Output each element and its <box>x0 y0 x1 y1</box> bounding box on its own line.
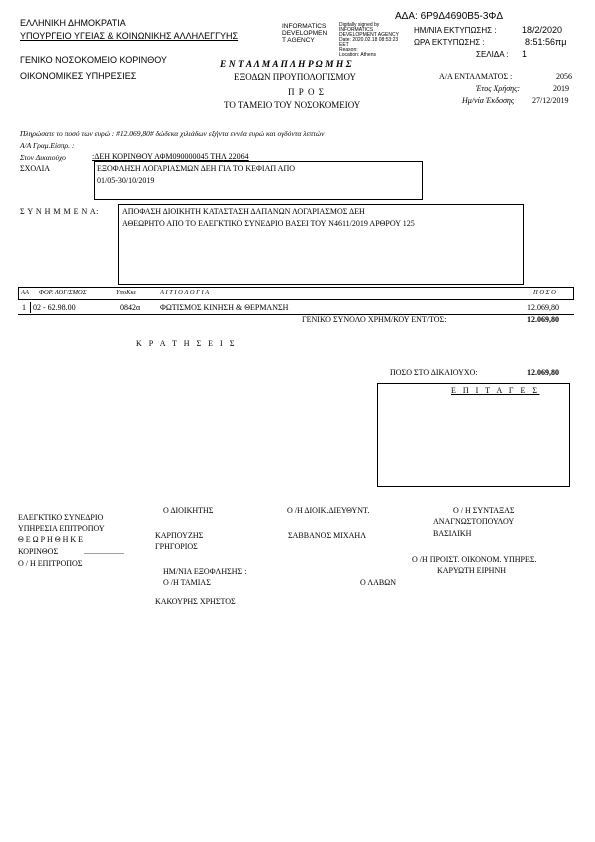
signature-detail-5: Reason: <box>339 47 358 53</box>
composer-name-line2: ΒΑΣΙΛΙΚΗ <box>433 529 472 538</box>
warrant-number-label: Α/Α ΕΝΤΑΛΜΑΤΟΣ : <box>439 72 513 81</box>
audit-line5: Ο / Η ΕΠΙΤΡΟΠΟΣ <box>18 559 83 568</box>
total-label: ΓΕΝΙΚΟ ΣΥΝΟΛΟ ΧΡΗΜ/ΚΟΥ ΕΝΤ/ΤΟΣ: <box>302 315 447 324</box>
republic-heading: ΕΛΛΗΝΙΚΗ ΔΗΜΟΚΡΑΤΙΑ <box>20 18 126 28</box>
digital-signature-stamp <box>282 23 327 44</box>
page-label: ΣΕΛΙΔΑ : <box>476 50 509 59</box>
signature-detail-4: EET <box>339 42 349 48</box>
amount-in-words: Πληρώσατε το ποσό των ευρώ : #12.069,80# δώδεκα χιλιάδων εξήντα εννέα ευρώ και ογδόντα λεπτών <box>20 129 325 138</box>
signature-detail-3: Date: 2020.02.18 08:53:23 <box>339 37 399 43</box>
econ-services-name: ΚΑΡΥΩΤΗ ΕΙΡΗΝΗ <box>437 566 507 575</box>
director-title: Ο ΔΙΟΙΚΗΤΗΣ <box>163 506 214 515</box>
receipt-number-label: Α/Α Γραμ.Είσπρ. : <box>20 141 75 150</box>
signature-detail-0: Digitally signed by <box>339 22 380 28</box>
composer-name-line1: ΑΝΑΓΝΩΣΤΟΠΟΥΛΟΥ <box>433 517 515 526</box>
recipient-line: ΤΟ ΤΑΜΕΙΟ ΤΟΥ ΝΟΣΟΚΟΜΕΙΟΥ <box>224 100 361 110</box>
admin-director-name: ΣΑΒΒΑΝΟΣ ΜΙΧΑΗΛ <box>288 531 367 540</box>
print-time-value: 8:51:56πμ <box>525 37 567 47</box>
audit-line4: ΚΟΡΙΝΘΟΣ <box>18 547 59 556</box>
attachments-line2: ΑΘΕΩΡΗΤΟ ΑΠΟ ΤΟ ΕΛΕΓΚΤΙΚΟ ΣΥΝΕΔΡΙΟ ΒΑΣΕΙ ΤΟΥ Ν4611/2019 ΑΡΘΡΟΥ 125 <box>122 219 415 228</box>
row-separator <box>30 302 31 313</box>
beneficiary-label: Στον Δικαιούχο <box>20 153 66 162</box>
comments-line1: ΕΞΟΦΛΗΣΗ ΛΟΓΑΡΙΑΣΜΩΝ ΔΕΗ ΓΙΑ ΤΟ ΚΕΦΙΑΠ ΑΠΟ <box>97 164 296 173</box>
row-amount: 12.069,80 <box>527 303 559 312</box>
document-title: Ε Ν Τ Α Λ Μ Α Π Λ Η Ρ Ω Μ Η Σ <box>220 60 352 70</box>
total-value: 12.069,80 <box>527 315 559 324</box>
signature-detail-1: INFORMATICS <box>339 27 374 33</box>
print-date-value: 18/2/2020 <box>522 25 563 35</box>
director-name-line2: ΓΡΗΓΟΡΙΟΣ <box>155 542 198 551</box>
audit-line3: Θ Ε Ω Ρ Η Θ Η Κ Ε <box>18 535 84 544</box>
net-amount-label: ΠΟΣΟ ΣΤΟ ΔΙΚΑΙΟΥΧΟ: <box>390 368 478 377</box>
print-date-label: ΗΜ/ΝΙΑ ΕΚΤΥΠΩΣΗΣ : <box>414 26 497 35</box>
receiver-title: Ο ΛΑΒΩΝ <box>360 578 396 587</box>
services-name: ΟΙΚΟΝΟΜΙΚΕΣ ΥΠΗΡΕΣΙΕΣ <box>20 71 137 81</box>
attachments-box <box>118 204 524 285</box>
signature-org-line1: INFORMATICS <box>282 23 327 30</box>
net-amount-value: 12.069,80 <box>527 368 559 377</box>
audit-line1: ΕΛΕΓΚΤΙΚΟ ΣΥΝΕΔΡΙΟ <box>18 513 104 522</box>
audit-dots: .................... <box>84 547 124 556</box>
digital-signature-details <box>339 23 399 58</box>
deductions-label: Κ Ρ Α Τ Η Σ Ε Ι Σ <box>136 339 237 348</box>
fiscal-year-value: 2019 <box>553 84 569 93</box>
settlement-date-label: ΗΜ/ΝΙΑ ΕΞΟΦΛΗΣΗΣ : <box>163 567 247 576</box>
row-account: 02 - 62.98.00 <box>33 303 76 312</box>
row-aa: 1 <box>22 303 26 312</box>
econ-services-title: Ο /Η ΠΡΟΙΣΤ. ΟΙΚΟΝΟΜ. ΥΠΗΡΕΣ. <box>412 555 537 564</box>
admin-director-title: Ο /Η ΔΙΟΙΚ.ΔΙΕΥΘΥΝΤ. <box>287 506 370 515</box>
issue-date-label: Ημ/νία Έκδοσης <box>462 96 515 105</box>
checks-label: Ε Π Ι Τ Α Γ Ε Σ <box>451 386 540 395</box>
issue-date-value: 27/12/2019 <box>532 96 569 105</box>
comments-label: ΣΧΟΛΙΑ <box>20 164 51 173</box>
ada-code: ΑΔΑ: 6Ρ9Δ4690Β5-3ΦΔ <box>395 11 504 22</box>
fiscal-year-label: Έτος Χρήσης: <box>476 84 521 93</box>
checks-box <box>377 383 570 487</box>
warrant-number-value: 2056 <box>556 72 572 81</box>
audit-line2: ΥΠΗΡΕΣΙΑ ΕΠΙΤΡΟΠΟΥ <box>18 524 105 533</box>
signature-detail-2: DEVELOPMENT AGENCY <box>339 32 399 38</box>
ministry-heading: ΥΠΟΥΡΓΕΙΟ ΥΓΕΙΑΣ & ΚΟΙΝΩΝΙΚΗΣ ΑΛΛΗΛΕΓΓΥΗΣ <box>20 31 239 41</box>
table-header-box <box>18 287 574 300</box>
cashier-title: Ο /Η ΤΑΜΙΑΣ <box>163 578 211 587</box>
attachments-line1: ΑΠΟΦΑΣΗ ΔΙΟΙΚΗΤΗ ΚΑΤΑΣΤΑΣΗ ΔΑΠΑΝΩΝ ΛΟΓΑΡΙΑΣΜΟΣ ΔΕΗ <box>122 207 365 216</box>
col-account-header: ΦΟΡ. ΛΟΓ/ΣΜΟΣ <box>39 289 87 296</box>
hospital-name: ΓΕΝΙΚΟ ΝΟΣΟΚΟΜΕΙΟ ΚΟΡΙΝΘΟΥ <box>20 55 167 65</box>
composer-title: Ο / Η ΣΥΝΤΑΞΑΣ <box>453 506 515 515</box>
signature-detail-6: Location: Athens <box>339 52 376 58</box>
document-subtitle: ΕΞΟΔΩΝ ΠΡΟΥΠΟΛΟΓΙΣΜΟΥ <box>234 72 357 82</box>
table-bottom-line <box>18 314 574 315</box>
pros-label: Π Ρ Ο Σ <box>288 87 325 97</box>
comments-line2: 01/05-30/10/2019 <box>97 176 155 185</box>
cashier-name: ΚΑΚΟΥΡΗΣ ΧΡΗΣΤΟΣ <box>155 597 236 606</box>
col-aa-header: ΑΑ <box>21 289 29 296</box>
signature-org-line3: T AGENCY <box>282 37 315 44</box>
col-reason-header: Α Ι Τ Ι Ο Λ Ο Γ Ι Α <box>160 289 210 296</box>
page-number: 1 <box>522 49 528 59</box>
col-code-header: ΥποΚκε <box>116 289 137 296</box>
col-amount-header: Π Ο Σ Ο <box>533 289 556 296</box>
print-time-label: ΩΡΑ ΕΚΤΥΠΩΣΗΣ : <box>414 38 485 47</box>
director-name-line1: ΚΑΡΠΟΥΖΗΣ <box>155 531 204 540</box>
row-reason: ΦΩΤΙΣΜΟΣ ΚΙΝΗΣΗ & ΘΕΡΜΑΝΣΗ <box>160 303 289 312</box>
attachments-label: Σ Υ Ν Η Μ Μ Ε Ν Α: <box>20 207 99 216</box>
signature-org-line2: DEVELOPMEN <box>282 30 328 37</box>
row-code: 0842α <box>120 303 141 312</box>
beneficiary-value: :ΔΕΗ ΚΟΡΙΝΘΟΥ ΑΦΜ090000045 ΤΗΛ 22064 <box>92 152 249 161</box>
